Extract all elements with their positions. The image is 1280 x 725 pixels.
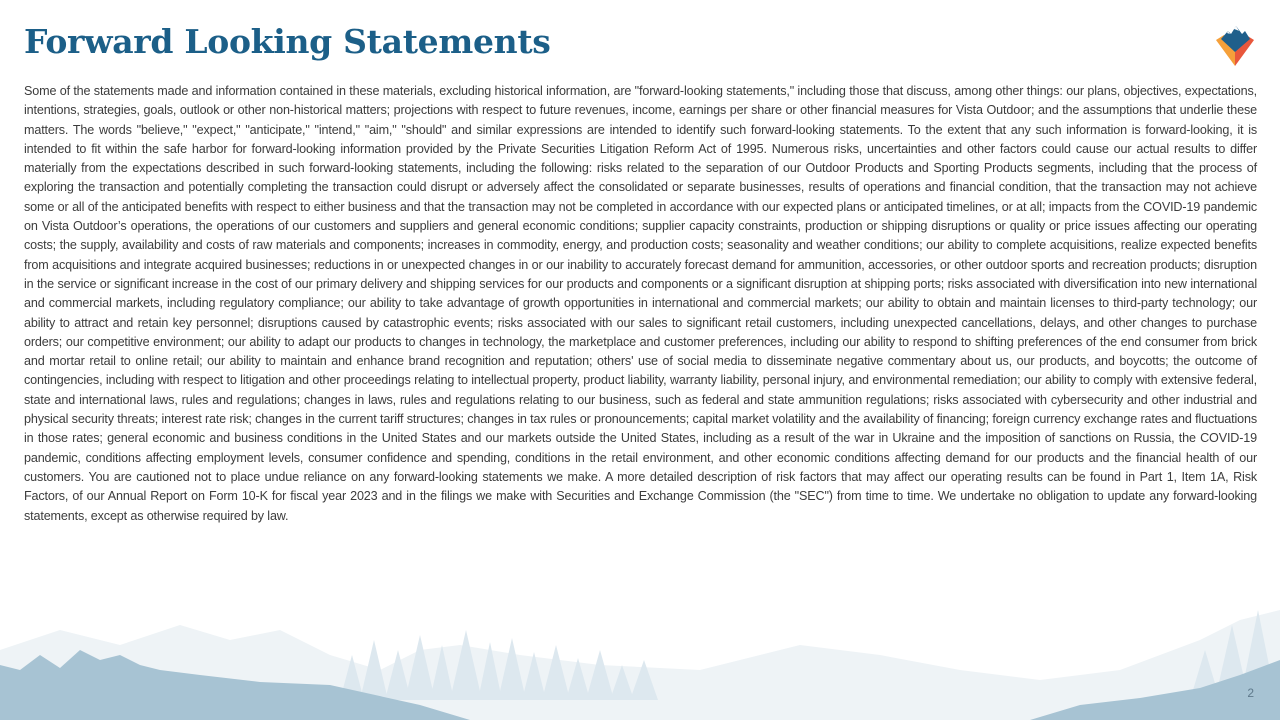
page-number: 2 xyxy=(1247,686,1254,700)
slide-title: Forward Looking Statements xyxy=(24,22,551,61)
vista-outdoor-logo-icon xyxy=(1212,22,1258,68)
mountain-landscape-decoration xyxy=(0,610,1280,720)
forward-looking-statement-body: Some of the statements made and information contained in these materials, excluding historical information, are "forward-looking statements," including those that discuss, among other things: our plans, objectives, expectations, intentions, strategies, goals, outlook or other non-historical matters; projections with respect to future revenues, income, earnings per share or other financial measures for Vista Outdoor; and the assumptions that underlie these matters. The words "believe," "expect," "anticipate," "intend," "aim," "should" and similar expressions are intended to identify such forward-looking statements. To the extent that any such information is forward-looking, it is intended to fit within the safe harbor for forward-looking information provided by the Private Securities Litigation Reform Act of 1995. Numerous risks, uncertainties and other factors could cause our actual results to differ materially from the expectations described in such forward-looking statements, including the following: risks related to the separation of our Outdoor Products and Sporting Products segments, including that the process of exploring the transaction and potentially completing the transaction could disrupt or adversely affect the consolidated or separate businesses, results of operations and financial condition, that the transaction may not achieve some or all of the anticipated benefits with respect to either business and that the transaction may not be completed in accordance with our expected plans or anticipated timelines, or at all; impacts from the COVID-19 pandemic on Vista Outdoor’s operations, the operations of our customers and suppliers and general economic conditions; supplier capacity constraints, production or shipping disruptions or quality or price issues affecting our operating costs; the supply, availability and costs of raw materials and components; increases in commodity, energy, and production costs; seasonality and weather conditions; our ability to complete acquisitions, realize expected benefits from acquisitions and integrate acquired businesses; reductions in or unexpected changes in or our inability to accurately forecast demand for ammunition, accessories, or other outdoor sports and recreation products; disruption in the service or significant increase in the cost of our primary delivery and shipping services for our products and components or a significant disruption at shipping ports; risks associated with diversification into new international and commercial markets, including regulatory compliance; our ability to take advantage of growth opportunities in international and commercial markets; our ability to obtain and maintain licenses to third-party technology; our ability to attract and retain key personnel; disruptions caused by catastrophic events; risks associated with our sales to significant retail customers, including unexpected cancellations, delays, and other changes to purchase orders; our competitive environment; our ability to adapt our products to changes in technology, the marketplace and customer preferences, including our ability to respond to shifting preferences of the end consumer from brick and mortar retail to online retail; our ability to maintain and enhance brand recognition and reputation; others' use of social media to disseminate negative commentary about us, our products, and boycotts; the outcome of contingencies, including with respect to litigation and other proceedings relating to intellectual property, product liability, warranty liability, personal injury, and environmental remediation; our ability to comply with extensive federal, state and international laws, rules and regulations; changes in laws, rules and regulations relating to our business, such as federal and state ammunition regulations; risks associated with cybersecurity and other industrial and physical security threats; interest rate risk; changes in the current tariff structures; changes in tax rules or pronouncements; capital market volatility and the availability of financing; foreign currency exchange rates and fluctuations in those rates; general economic and business conditions in the United States and our markets outside the United States, including as a result of the war in Ukraine and the imposition of sanctions on Russia, the COVID-19 pandemic, conditions affecting employment levels, consumer confidence and spending, conditions in the retail environment, and other economic conditions affecting demand for our products and the financial health of our customers. You are cautioned not to place undue reliance on any forward-looking statements we make. A more detailed description of risk factors that may affect our operating results can be found in Part 1, Item 1A, Risk Factors, of our Annual Report on Form 10-K for fiscal year 2023 and in the filings we make with Securities and Exchange Commission (the "SEC") from time to time. We undertake no obligation to update any forward-looking statements, except as otherwise required by law. xyxy=(24,84,1257,523)
